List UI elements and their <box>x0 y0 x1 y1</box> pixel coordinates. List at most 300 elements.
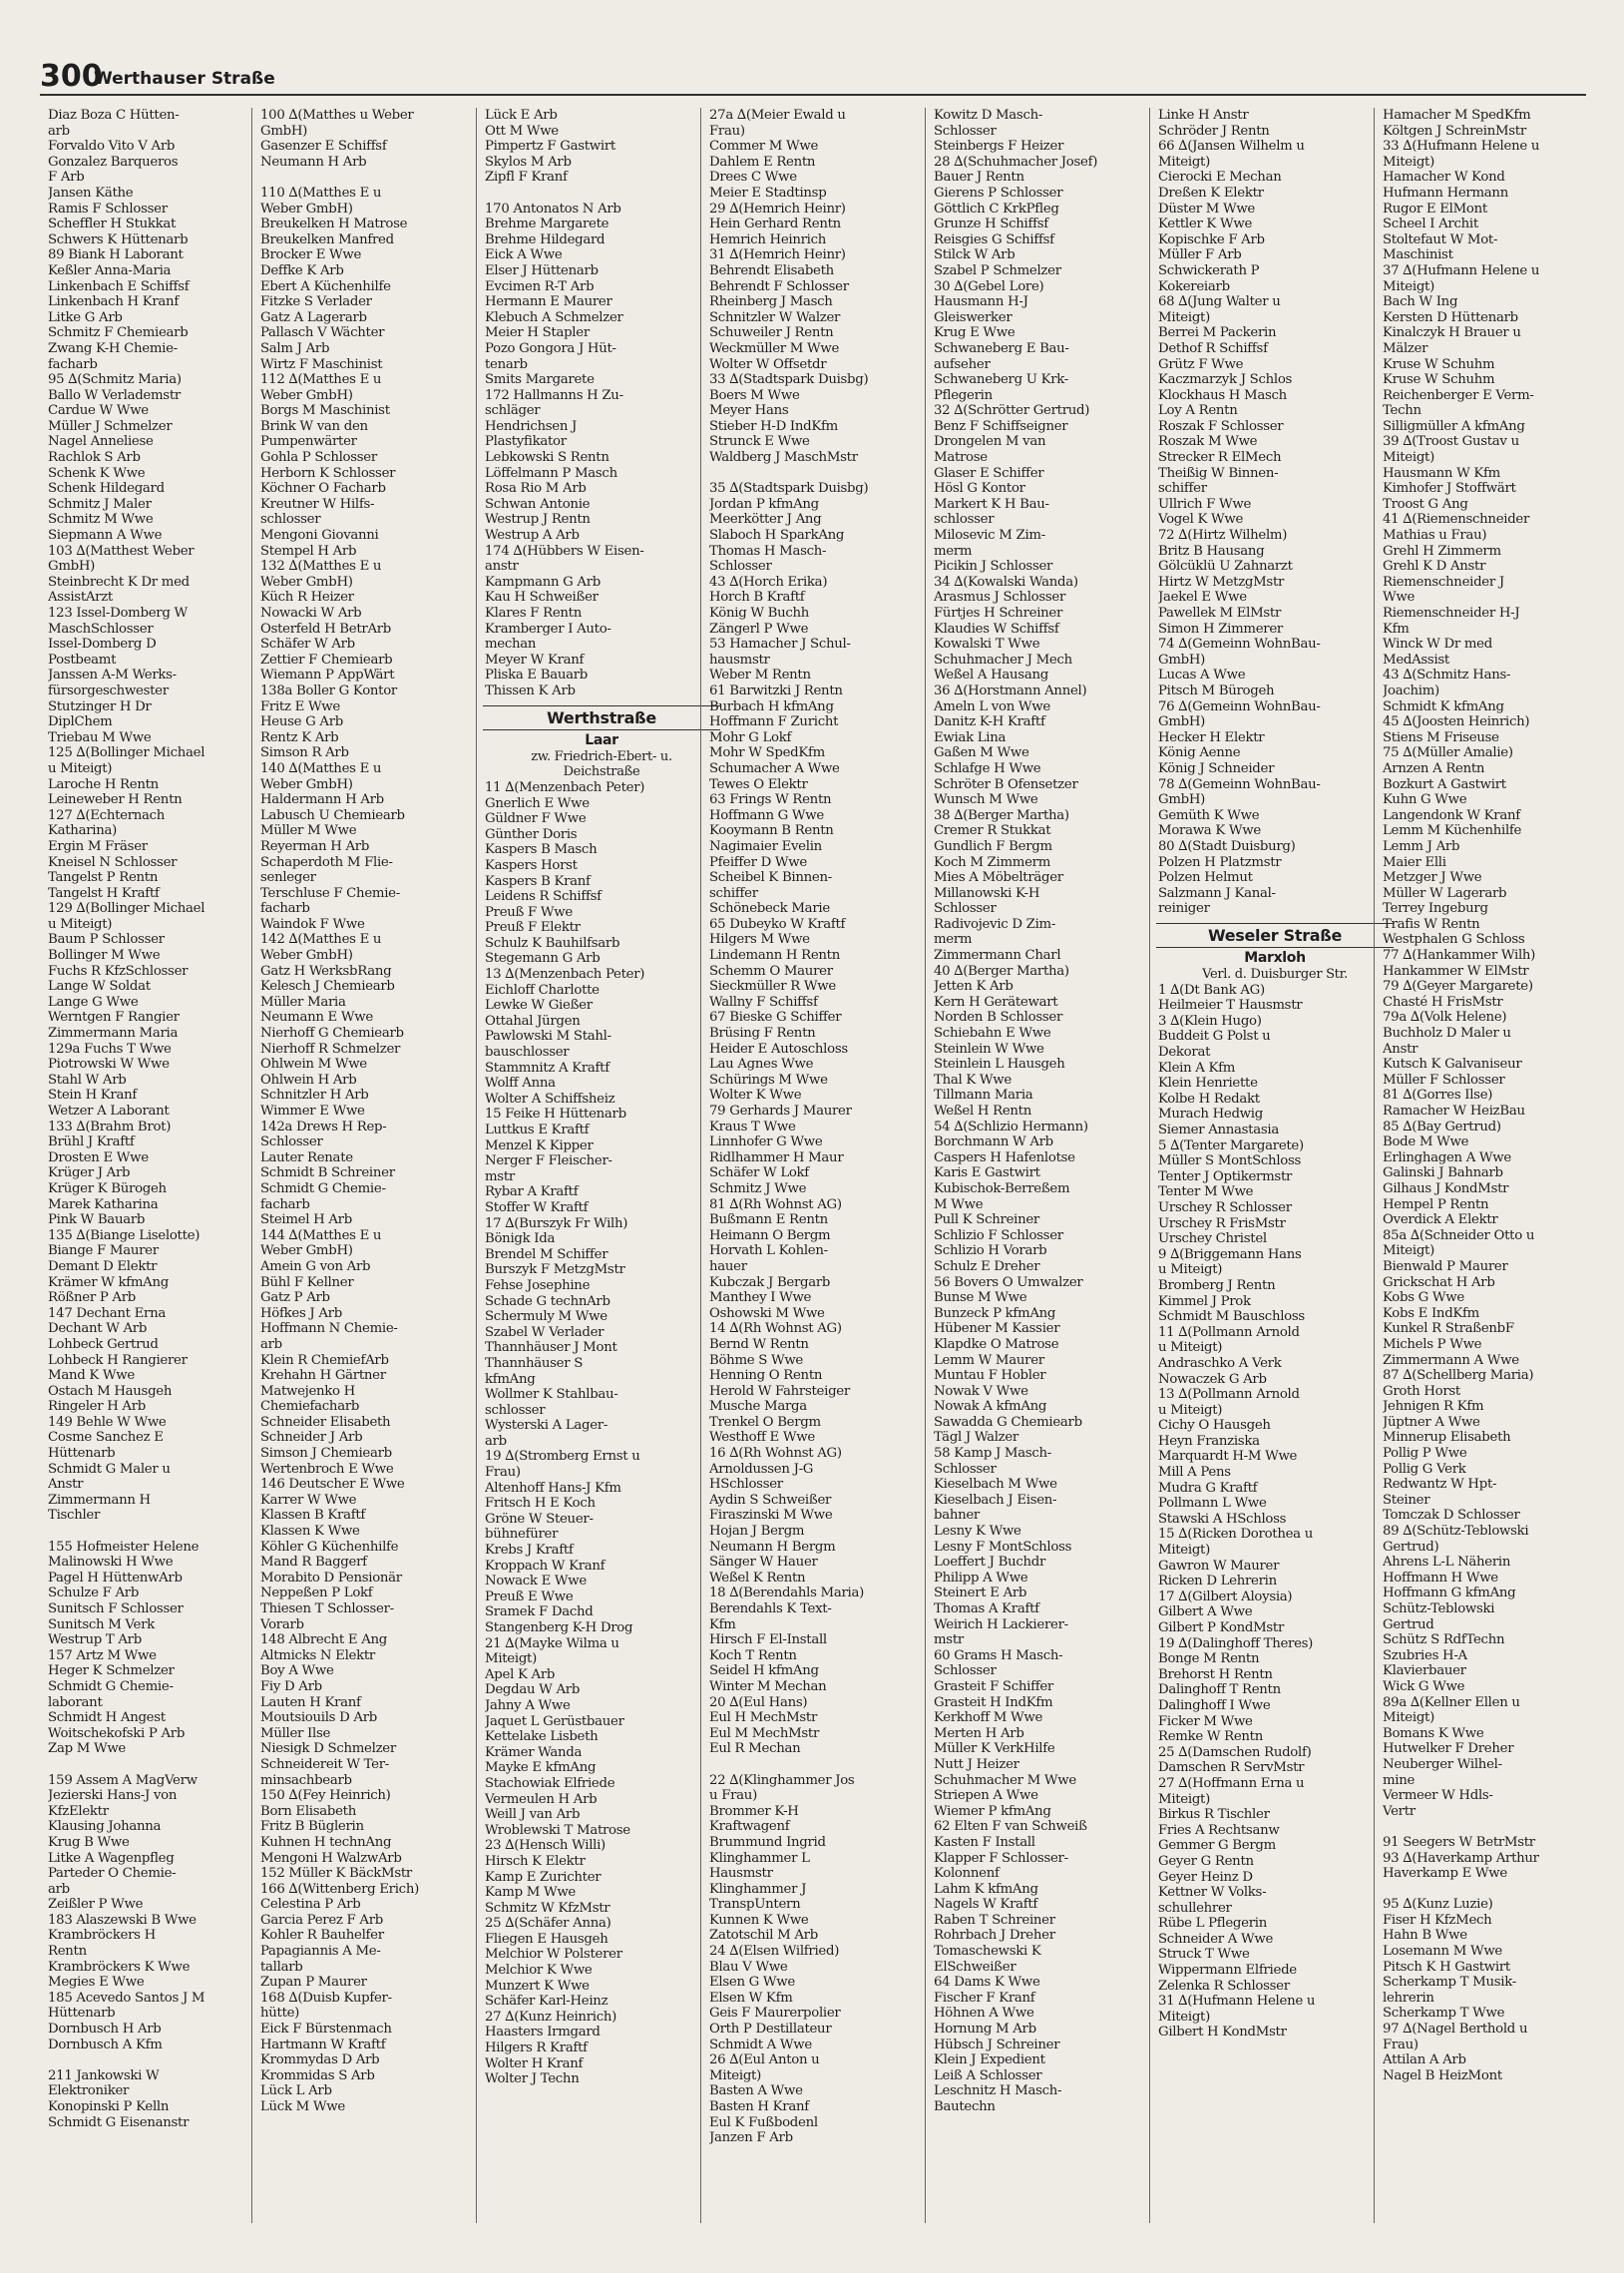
directory-entry: Kinalczyk H Brauer u <box>1383 325 1521 341</box>
directory-entry: Klockhaus H Masch <box>1158 387 1287 403</box>
directory-entry: 64 Dams K Wwe <box>934 1975 1040 1991</box>
directory-entry: Kfm <box>709 1616 736 1632</box>
directory-entry: Weber GmbH) <box>260 201 353 217</box>
directory-entry: 77 ∆(Hankammer Wilh) <box>1383 948 1536 964</box>
directory-entry: schiffer <box>709 885 758 901</box>
directory-entry: Grasteit H IndKfm <box>934 1694 1053 1710</box>
directory-entry: Linke H Anstr <box>1158 108 1249 123</box>
directory-entry: Schlosser <box>934 901 997 917</box>
directory-entry: Behrendt F Schlosser <box>709 278 849 294</box>
directory-entry: 35 ∆(Stadtspark Duisbg) <box>709 481 869 497</box>
directory-entry: Mohr G Lokf <box>709 729 792 745</box>
directory-entry: mine <box>1383 1772 1416 1788</box>
directory-entry: Matrose <box>934 450 988 466</box>
directory-entry: Schwaneberg U Krk- <box>934 372 1068 388</box>
directory-entry: 157 Artz M Wwe <box>48 1647 157 1663</box>
directory-entry: Klein R ChemiefArb <box>260 1352 389 1368</box>
directory-entry: Küch R Heizer <box>260 590 354 606</box>
directory-entry: Hilgers R Kraftf <box>485 2041 588 2056</box>
directory-entry: GmbH) <box>260 123 308 139</box>
directory-entry: Schumacher A Wwe <box>709 760 840 776</box>
directory-entry: Weckmüller M Wwe <box>709 340 840 356</box>
directory-entry: Haverkamp E Wwe <box>1383 1866 1507 1882</box>
directory-entry: Trafis W Rentn <box>1383 916 1480 932</box>
directory-entry: Morawa K Wwe <box>1158 823 1261 839</box>
directory-entry: Nowaczek G Arb <box>1158 1371 1267 1387</box>
directory-entry: Kruse W Schuhm <box>1383 372 1495 388</box>
directory-entry: Basten H Kranf <box>709 2099 809 2114</box>
directory-entry: Karis E Gastwirt <box>934 1165 1040 1181</box>
directory-entry: Laroche H Rentn <box>48 776 159 792</box>
directory-entry: Stiens M Friseuse <box>1383 729 1499 745</box>
directory-entry: Schmitz W KfzMstr <box>485 1900 610 1916</box>
directory-entry: Pink W Bauarb <box>48 1212 146 1228</box>
directory-entry: Nagel B HeizMont <box>1383 2067 1502 2083</box>
directory-entry: Wollmer K Stahlbau- <box>485 1387 618 1403</box>
directory-entry: Ameln L von Wwe <box>934 698 1050 714</box>
directory-entry: Hankammer W ElMstr <box>1383 963 1529 979</box>
directory-entry: 61 Barwitzki J Rentn <box>709 682 843 698</box>
directory-entry: 87 ∆(Schellberg Maria) <box>1383 1368 1534 1384</box>
directory-entry: 30 ∆(Gebel Lore) <box>934 278 1044 294</box>
directory-entry: Redwantz W Hpt- <box>1383 1477 1497 1493</box>
directory-entry: Neppeßen P Lokf <box>260 1586 373 1601</box>
directory-entry: Tenter J Optikermstr <box>1158 1168 1293 1184</box>
directory-entry: Kau H Schweißer <box>485 590 599 606</box>
directory-entry: Wunsch M Wwe <box>934 792 1038 808</box>
directory-entry: Heyn Franziska <box>1158 1433 1260 1449</box>
directory-entry: Schmidt G Chemie- <box>48 1678 174 1694</box>
directory-entry: Schade G technArb <box>485 1293 610 1309</box>
directory-entry: Salzmann J Kanal- <box>1158 885 1276 901</box>
directory-entry: Miteigt) <box>709 2067 761 2083</box>
directory-entry: Kobs G Wwe <box>1383 1290 1464 1306</box>
directory-entry: Trenkel O Bergm <box>709 1414 821 1430</box>
directory-entry: Altmicks N Elektr <box>260 1647 375 1663</box>
directory-entry: Klares F Rentn <box>485 606 582 621</box>
directory-entry: Kasten F Install <box>934 1834 1035 1850</box>
street-heading-werthstrasse: Werthstraße <box>483 705 720 731</box>
directory-entry: 68 ∆(Jung Walter u <box>1158 294 1281 310</box>
directory-entry: Hecker H Elektr <box>1158 729 1265 745</box>
directory-entry: Overdick A Elektr <box>1383 1212 1498 1228</box>
directory-entry: Nierhoff R Schmelzer <box>260 1041 401 1057</box>
directory-entry: Megies E Wwe <box>48 1975 145 1991</box>
directory-entry: Klapdke O Matrose <box>934 1336 1059 1352</box>
directory-entry: Oshowski M Wwe <box>709 1305 825 1321</box>
directory-entry <box>48 1757 285 1773</box>
directory-entry: Bautechn <box>934 2099 996 2114</box>
directory-entry: Dornbusch A Kfm <box>48 2037 163 2052</box>
directory-entry: Nowak V Wwe <box>934 1383 1028 1399</box>
directory-entry: Hausmann W Kfm <box>1383 465 1500 481</box>
directory-entry: Deffke K Arb <box>260 262 344 278</box>
directory-entry: Boers M Wwe <box>709 387 800 403</box>
directory-entry: 89a ∆(Kellner Ellen u <box>1383 1694 1520 1710</box>
directory-entry: Roszak F Schlosser <box>1158 418 1284 434</box>
directory-entry: 66 ∆(Jansen Wilhelm u <box>1158 139 1305 155</box>
directory-entry: Herold W Fahrsteiger <box>709 1383 850 1399</box>
directory-entry: Tewes O Elektr <box>709 776 808 792</box>
directory-entry: hausmstr <box>709 652 770 668</box>
directory-entry: Lebkowski S Rentn <box>485 450 609 466</box>
directory-entry: Ostach M Hausgeh <box>48 1383 173 1399</box>
directory-entry: Kern H Gerätewart <box>934 994 1058 1010</box>
directory-entry: Litke A Wagenpfleg <box>48 1850 175 1866</box>
directory-entry: 56 Bovers O Umwalzer <box>934 1274 1083 1290</box>
directory-entry: Schmidt B Schreiner <box>260 1165 395 1181</box>
directory-entry: Pollmann L Wwe <box>1158 1496 1267 1512</box>
directory-entry: TranspUntern <box>709 1897 801 1913</box>
directory-entry: Linkenbach H Kranf <box>48 294 179 310</box>
directory-entry: Grehl K D Anstr <box>1383 559 1486 575</box>
directory-entry: Meier H Stapler <box>485 325 590 341</box>
directory-entry: Weber GmbH) <box>260 948 353 964</box>
directory-entry: Werntgen F Rangier <box>48 1010 180 1026</box>
directory-entry: 9 ∆(Briggemann Hans <box>1158 1246 1302 1262</box>
directory-entry: M Wwe <box>934 1196 984 1212</box>
directory-entry <box>709 1757 947 1773</box>
directory-entry: 155 Hofmeister Helene <box>48 1539 200 1555</box>
directory-entry: Vorarb <box>260 1616 304 1632</box>
directory-entry: Ficker M Wwe <box>1158 1713 1253 1729</box>
directory-entry: Lemm W Maurer <box>934 1352 1044 1368</box>
directory-entry: Silligmüller A kfmAng <box>1383 418 1525 434</box>
directory-entry: Hausmstr <box>709 1866 773 1882</box>
directory-entry: Winck W Dr med <box>1383 637 1492 653</box>
directory-entry: Menzel K Kipper <box>485 1137 594 1153</box>
directory-entry: Scheel I Archit <box>1383 217 1478 232</box>
directory-entry: Vogel K Wwe <box>1158 512 1244 528</box>
directory-entry: Rößner P Arb <box>48 1290 136 1306</box>
directory-entry: Dreßen K Elektr <box>1158 185 1264 201</box>
directory-entry: 185 Acevedo Santos J M <box>48 1990 205 2006</box>
directory-entry: Höfkes J Arb <box>260 1305 342 1321</box>
directory-entry: Weill J van Arb <box>485 1807 581 1823</box>
directory-entry: Bauer J Rentn <box>934 170 1024 186</box>
directory-entry: Mand R Baggerf <box>260 1555 367 1571</box>
directory-entry: Müller W Lagerarb <box>1383 885 1507 901</box>
directory-entry: Klein Henriette <box>1158 1076 1258 1092</box>
directory-entry: AssistArzt <box>48 590 113 606</box>
directory-entry: Wetzer A Laborant <box>48 1104 170 1119</box>
directory-entry: mstr <box>485 1168 515 1184</box>
directory-entry: Müller Ilse <box>260 1725 331 1741</box>
directory-entry: Zimmermann Maria <box>48 1026 179 1042</box>
directory-entry: Commer M Wwe <box>709 139 819 155</box>
directory-entry: Siepmann A Wwe <box>48 528 163 544</box>
directory-entry: Stegemann G Arb <box>485 951 601 967</box>
directory-entry: Kruse W Schuhm <box>1383 356 1495 372</box>
directory-entry: Lück M Wwe <box>260 2099 345 2114</box>
directory-entry: Gertrud) <box>1383 1539 1439 1555</box>
directory-entry: Ricken D Lehrerin <box>1158 1574 1277 1590</box>
directory-entry: Groth Horst <box>1383 1383 1460 1399</box>
directory-entry: 144 ∆(Matthes E u <box>260 1227 382 1243</box>
directory-entry: Bode M Wwe <box>1383 1135 1469 1150</box>
directory-entry: Klavierbauer <box>1383 1663 1466 1679</box>
directory-entry: Mand K Wwe <box>48 1368 135 1384</box>
directory-entry: Meyer Hans <box>709 403 789 419</box>
directory-entry: Stein H Kranf <box>48 1088 137 1104</box>
directory-entry: 79 Gerhards J Maurer <box>709 1104 852 1119</box>
directory-entry: Hojan J Bergm <box>709 1524 805 1540</box>
directory-entry: Gierens P Schlosser <box>934 185 1063 201</box>
directory-entry: Konopinski P Kelln <box>48 2099 170 2114</box>
directory-entry: Degdau W Arb <box>485 1682 581 1698</box>
directory-entry: Mälzer <box>1383 340 1428 356</box>
directory-entry: 58 Kamp J Masch- <box>934 1446 1051 1462</box>
directory-entry: 23 ∆(Hensch Willi) <box>485 1838 606 1854</box>
directory-entry: Krommydas D Arb <box>260 2052 380 2068</box>
directory-entry: Amein G von Arb <box>260 1258 371 1274</box>
directory-entry: Ebert A Küchenhilfe <box>260 278 391 294</box>
directory-entry: Mohr W SpedKfm <box>709 745 825 761</box>
directory-entry: 31 ∆(Hemrich Heinr) <box>709 247 846 263</box>
directory-entry: Pitsch M Bürogeh <box>1158 682 1275 698</box>
directory-entry: Miteigt) <box>1383 1710 1434 1726</box>
directory-entry: Fritz B Büglerin <box>260 1819 364 1835</box>
directory-entry: Vermeer W Hdls- <box>1383 1788 1493 1804</box>
directory-entry: 211 Jankowski W <box>48 2067 160 2083</box>
directory-entry: Mies A Möbelträger <box>934 870 1063 886</box>
directory-entry: Kunnen K Wwe <box>709 1912 809 1928</box>
directory-entry: Gilbert P KondMstr <box>1158 1620 1285 1635</box>
directory-entry: König Aenne <box>1158 745 1241 761</box>
directory-entry: Rybar A Kraftf <box>485 1184 579 1200</box>
directory-entry: 168 ∆(Duisb Kupfer- <box>260 1990 392 2006</box>
directory-entry: 20 ∆(Eul Hans) <box>709 1694 808 1710</box>
directory-entry: Scheibel K Binnen- <box>709 870 832 886</box>
directory-entry: Striepen A Wwe <box>934 1788 1038 1804</box>
directory-entry: Schmidt M Bauschloss <box>1158 1309 1305 1325</box>
directory-entry: Pollig G Verk <box>1383 1461 1466 1477</box>
directory-entry: Plastyfikator <box>485 434 567 450</box>
directory-entry: Steinbrecht K Dr med <box>48 574 190 590</box>
directory-entry: Bunzeck P kfmAng <box>934 1305 1056 1321</box>
directory-entry: Muntau F Hobler <box>934 1368 1046 1384</box>
directory-entry: Schröder J Rentn <box>1158 123 1270 139</box>
directory-entry: Düster M Wwe <box>1158 201 1256 217</box>
directory-entry: Schulz K Bauhilfsarb <box>485 935 620 951</box>
directory-entry: Hoffmann G kfmAng <box>1383 1586 1516 1601</box>
directory-entry: 148 Albrecht E Ang <box>260 1632 387 1648</box>
directory-entry: Lahm K kfmAng <box>934 1881 1038 1897</box>
directory-entry: Linnhofer G Wwe <box>709 1135 823 1150</box>
directory-entry: Techn <box>1383 403 1421 419</box>
directory-entry: 85 ∆(Bay Gertrud) <box>1383 1119 1501 1135</box>
directory-entry: Krug B Wwe <box>48 1834 130 1850</box>
directory-entry: Brendel M Schiffer <box>485 1246 609 1262</box>
directory-entry: Simson J Chemiearb <box>260 1446 392 1462</box>
directory-entry: 31 ∆(Hufmann Helene u <box>1158 1994 1316 2010</box>
directory-entry: 54 ∆(Schlizio Hermann) <box>934 1119 1088 1135</box>
directory-entry: tallarb <box>260 1959 303 1975</box>
directory-entry: Hufmann Hermann <box>1383 185 1508 201</box>
directory-entry: Haldermann H Arb <box>260 792 384 808</box>
directory-entry: Grehl H Zimmerm <box>1383 543 1501 559</box>
directory-entry: Fischer F Kranf <box>934 1990 1035 2006</box>
directory-entry: Stachowiak Elfriede <box>485 1775 615 1791</box>
directory-entry: u Miteigt) <box>48 916 113 932</box>
directory-entry: Mill A Pens <box>1158 1465 1231 1481</box>
directory-entry: Janssen A-M Werks- <box>48 668 177 683</box>
directory-entry: Hermann E Maurer <box>485 294 612 310</box>
directory-entry: 67 Bieske G Schiffer <box>709 1010 842 1026</box>
directory-entry: Merten H Arb <box>934 1725 1024 1741</box>
directory-entry: Schemm O Maurer <box>709 963 833 979</box>
directory-entry: Klassen K Wwe <box>260 1524 360 1540</box>
directory-entry: Kampmann G Arb <box>485 574 601 590</box>
directory-entry: Klein A Kfm <box>1158 1060 1236 1076</box>
directory-entry: Lohbeck H Rangierer <box>48 1352 188 1368</box>
directory-entry: Gleiswerker <box>934 309 1013 325</box>
directory-entry: Maier Elli <box>1383 854 1446 870</box>
directory-entry: Heilmeier T Hausmstr <box>1158 998 1303 1014</box>
directory-entry: Miteigt) <box>1158 309 1210 325</box>
directory-entry: Stahl W Arb <box>48 1072 127 1088</box>
directory-entry: Köchner O Facharb <box>260 481 386 497</box>
directory-entry: Kowalski T Wwe <box>934 637 1040 653</box>
directory-entry: Kelesch J Chemiearb <box>260 979 395 995</box>
directory-entry: Kimhofer J Stoffwärt <box>1383 481 1516 497</box>
directory-entry: Ramis F Schlosser <box>48 201 168 217</box>
directory-entry: Firaszinski M Wwe <box>709 1508 833 1524</box>
directory-entry: 97 ∆(Nagel Berthold u <box>1383 2022 1528 2038</box>
directory-entry: Brüsing F Rentn <box>709 1026 816 1042</box>
directory-entry: hauer <box>709 1258 747 1274</box>
directory-entry <box>485 186 722 202</box>
directory-entry: Lau Agnes Wwe <box>709 1057 814 1073</box>
directory-entry: 125 ∆(Bollinger Michael <box>48 745 205 761</box>
directory-entry: Thal K Wwe <box>934 1072 1012 1088</box>
directory-entry: Drosten E Wwe <box>48 1149 149 1165</box>
directory-entry: Mathias u Frau) <box>1383 528 1487 544</box>
directory-entry: Miteigt) <box>1383 1243 1434 1259</box>
directory-entry: 45 ∆(Joosten Heinrich) <box>1383 714 1530 730</box>
directory-entry: Westhoff E Wwe <box>709 1430 815 1446</box>
directory-entry: Gilbert A Wwe <box>1158 1604 1253 1620</box>
directory-entry: Gaßen M Wwe <box>934 745 1029 761</box>
directory-entry: Urschey R FrisMstr <box>1158 1215 1286 1231</box>
directory-entry: 36 ∆(Horstmann Annel) <box>934 682 1087 698</box>
directory-entry: Thissen K Arb <box>485 682 576 698</box>
directory-entry: Gilhaus J KondMstr <box>1383 1180 1509 1196</box>
directory-entry: 62 Elten F van Schweiß <box>934 1819 1087 1835</box>
directory-entry: Schmidt K kfmAng <box>1383 698 1504 714</box>
directory-entry: Gnerlich E Wwe <box>485 795 590 811</box>
street-span-note: zw. Friedrich-Ebert- u. <box>531 748 672 764</box>
directory-entry: Hornung M Arb <box>934 2022 1036 2038</box>
directory-entry: König J Schneider <box>1158 760 1275 776</box>
directory-entry: Kutsch K Galvaniseur <box>1383 1057 1522 1073</box>
directory-entry: Schlizio H Vorarb <box>934 1243 1047 1259</box>
directory-entry: Szabel P Schmelzer <box>934 262 1061 278</box>
directory-entry: 91 Seegers W BetrMstr <box>1383 1834 1535 1850</box>
directory-entry: DiplChem <box>48 714 113 730</box>
directory-entry: Breukelken H Matrose <box>260 217 408 232</box>
directory-entry: anstr <box>485 559 519 575</box>
directory-entry: Schulze F Arb <box>48 1586 140 1601</box>
directory-entry: Lauten H Kranf <box>260 1694 361 1710</box>
directory-entry: Wertenbroch E Wwe <box>260 1461 394 1477</box>
directory-entry: Maschinist <box>1383 247 1453 263</box>
directory-entry: Dahlem E Rentn <box>709 154 816 170</box>
directory-entry: 76 ∆(Gemeinn WohnBau- <box>1158 698 1321 714</box>
directory-entry: Ottahal Jürgen <box>485 1013 581 1029</box>
directory-entry: 89 Biank H Laborant <box>48 247 184 263</box>
directory-entry: Riemenschneider H-J <box>1383 606 1520 621</box>
directory-entry: 28 ∆(Schuhmacher Josef) <box>934 154 1098 170</box>
directory-entry: Nierhoff G Chemiearb <box>260 1026 404 1042</box>
directory-entry: Nagimaier Evelin <box>709 838 822 854</box>
directory-entry: Keßler Anna-Maria <box>48 262 172 278</box>
directory-entry: Waldberg J MaschMstr <box>709 450 858 466</box>
directory-entry: 103 ∆(Matthest Weber <box>48 543 195 559</box>
directory-entry: Morabito D Pensionär <box>260 1570 402 1586</box>
directory-entry: Gilbert H KondMstr <box>1158 2025 1287 2041</box>
page-street-title: Werthauser Straße <box>94 69 275 89</box>
directory-entry: kfmAng <box>485 1371 536 1387</box>
directory-entry: lehrerin <box>1383 1990 1434 2006</box>
directory-entry: mechan <box>485 637 537 653</box>
directory-entry: Hoffmann F Zuricht <box>709 714 839 730</box>
directory-entry: 170 Antonatos N Arb <box>485 201 621 217</box>
directory-entry: 33 ∆(Stadtspark Duisbg) <box>709 372 869 388</box>
directory-entry: Kersten D Hüttenarb <box>1383 309 1518 325</box>
directory-entry: Weber GmbH) <box>260 574 353 590</box>
district-laar: Laar <box>585 732 618 749</box>
directory-entry: Haasters Irmgard <box>485 2025 601 2041</box>
directory-entry: Gatz A Lagerarb <box>260 309 367 325</box>
directory-entry: Altenhoff Hans-J Kfm <box>485 1480 621 1496</box>
directory-entry: Smits Margarete <box>485 372 595 388</box>
directory-entry: Nutt J Heizer <box>934 1756 1019 1772</box>
directory-entry: Krämer Wanda <box>485 1744 583 1760</box>
directory-entry: Kettler K Wwe <box>1158 217 1253 232</box>
directory-entry: Kimmel J Prok <box>1158 1293 1251 1309</box>
directory-entry: Klapper F Schlosser- <box>934 1850 1068 1866</box>
directory-entry: Schwers K Hüttenarb <box>48 231 189 247</box>
directory-entry: Blau V Wwe <box>709 1959 788 1975</box>
directory-entry: Wallny F Schiffsf <box>709 994 818 1010</box>
directory-entry: Dalinghoff T Rentn <box>1158 1682 1281 1698</box>
directory-entry: Kokereiarb <box>1158 278 1230 294</box>
directory-entry: arb <box>48 123 70 139</box>
directory-entry: Wolter K Wwe <box>709 1088 802 1104</box>
directory-entry: Rosa Rio M Arb <box>485 481 587 497</box>
directory-entry: Kraftwagenf <box>709 1819 790 1835</box>
directory-entry: Lesny F MontSchloss <box>934 1539 1072 1555</box>
directory-entry: Fiy D Arb <box>260 1678 322 1694</box>
directory-entry: Melchior K Wwe <box>485 1963 593 1979</box>
directory-entry: Fiser H KfzMech <box>1383 1912 1492 1928</box>
directory-entry: reiniger <box>1158 901 1210 917</box>
directory-entry: Kraus T Wwe <box>709 1119 796 1135</box>
directory-entry: 72 ∆(Hirtz Wilhelm) <box>1158 528 1288 544</box>
directory-entry: 1 ∆(Dt Bank AG) <box>1158 982 1265 998</box>
page-header <box>40 60 1586 96</box>
directory-entry: Drongelen M van <box>934 434 1046 450</box>
directory-entry: Scherkamp T Wwe <box>1383 2006 1505 2022</box>
directory-entry: Schenk K Wwe <box>48 465 146 481</box>
directory-entry: Wolter H Kranf <box>485 2055 584 2071</box>
directory-entry: Litke G Arb <box>48 309 123 325</box>
column-7 <box>1374 108 1587 2223</box>
directory-entry: schlosser <box>485 1402 546 1418</box>
directory-entry: Gölcüklü U Zahnarzt <box>1158 559 1293 575</box>
directory-entry: 127 ∆(Echternach <box>48 807 166 823</box>
